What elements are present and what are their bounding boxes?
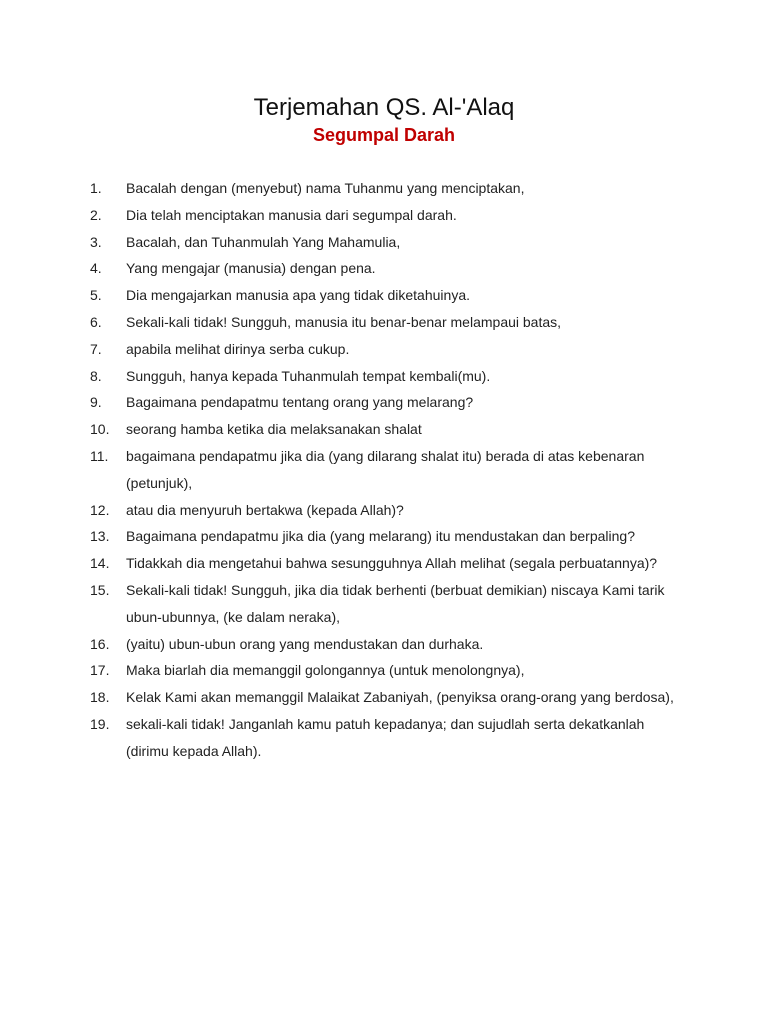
verse-item xyxy=(90,684,690,711)
verse-item xyxy=(90,711,690,765)
verse-text: bagaimana pendapatmu jika dia (yang dilarang shalat itu) berada di atas kebenaran (petunjuk), xyxy=(126,447,645,491)
verse-text: Yang mengajar (manusia) dengan pena. xyxy=(126,260,376,277)
verse-item xyxy=(90,309,690,336)
verse-item xyxy=(90,282,690,309)
verse-number: 16. xyxy=(90,635,110,652)
verse-item xyxy=(90,202,690,229)
verse-item xyxy=(90,389,690,416)
verse-number: 12. xyxy=(90,501,110,518)
verse-item xyxy=(90,550,690,577)
verse-text: Sungguh, hanya kepada Tuhanmulah tempat kembali(mu). xyxy=(126,367,491,384)
verse-text: Tidakkah dia mengetahui bahwa sesungguhnya Allah melihat (segala perbuatannya)? xyxy=(126,555,658,572)
verse-item xyxy=(90,255,690,282)
verse-list xyxy=(90,175,690,765)
verse-text: atau dia menyuruh bertakwa (kepada Allah)? xyxy=(126,501,404,518)
verse-number: 11. xyxy=(90,447,109,464)
verse-item xyxy=(90,523,690,550)
verse-number: 4. xyxy=(90,260,102,277)
verse-number: 9. xyxy=(90,394,102,411)
verse-item xyxy=(90,443,690,497)
verse-text: Kelak Kami akan memanggil Malaikat Zabaniyah, (penyiksa orang-orang yang berdosa), xyxy=(126,689,674,706)
verse-item xyxy=(90,229,690,256)
verse-text: (yaitu) ubun-ubun orang yang mendustakan dan durhaka. xyxy=(126,635,484,652)
verse-number: 13. xyxy=(90,528,110,545)
verse-text: Dia telah menciptakan manusia dari segumpal darah. xyxy=(126,206,457,223)
verse-item xyxy=(90,631,690,658)
verse-text: Bacalah, dan Tuhanmulah Yang Mahamulia, xyxy=(126,233,401,250)
verse-text: Sekali-kali tidak! Sungguh, jika dia tidak berhenti (berbuat demikian) niscaya Kami tarik ubun-ubunnya, (ke dalam neraka), xyxy=(126,581,665,625)
verse-text: Bagaimana pendapatmu tentang orang yang melarang? xyxy=(126,394,474,411)
verse-number: 6. xyxy=(90,313,102,330)
verse-item xyxy=(90,577,690,631)
verse-number: 10. xyxy=(90,421,110,438)
verse-text: apabila melihat dirinya serba cukup. xyxy=(126,340,350,357)
verse-text: seorang hamba ketika dia melaksanakan shalat xyxy=(126,421,422,438)
verse-item xyxy=(90,497,690,524)
verse-number: 15. xyxy=(90,581,110,598)
verse-number: 17. xyxy=(90,662,110,679)
verse-number: 18. xyxy=(90,689,110,706)
verse-number: 14. xyxy=(90,555,110,572)
page-title: Terjemahan QS. Al-'Alaq xyxy=(253,94,515,121)
verse-number: 2. xyxy=(90,206,102,223)
verse-item xyxy=(90,336,690,363)
verse-number: 8. xyxy=(90,367,102,384)
verse-item xyxy=(90,363,690,390)
verse-number: 5. xyxy=(90,287,102,304)
verse-number: 7. xyxy=(90,340,102,357)
verse-number: 19. xyxy=(90,715,110,732)
verse-text: sekali-kali tidak! Janganlah kamu patuh kepadanya; dan sujudlah serta dekatkanlah (dirimu kepada Allah). xyxy=(126,715,645,759)
verse-item xyxy=(90,657,690,684)
verse-item xyxy=(90,416,690,443)
verse-text: Bacalah dengan (menyebut) nama Tuhanmu yang menciptakan, xyxy=(126,180,525,196)
verse-number: 3. xyxy=(90,233,102,250)
verse-item xyxy=(90,175,690,202)
verse-text: Dia mengajarkan manusia apa yang tidak diketahuinya. xyxy=(126,287,470,304)
verse-text: Sekali-kali tidak! Sungguh, manusia itu benar-benar melampaui batas, xyxy=(126,313,562,330)
verse-text: Maka biarlah dia memanggil golongannya (untuk menolongnya), xyxy=(126,662,525,679)
page-subtitle: Segumpal Darah xyxy=(312,125,456,145)
verse-number: 1. xyxy=(90,180,102,196)
verse-text: Bagaimana pendapatmu jika dia (yang melarang) itu mendustakan dan berpaling? xyxy=(126,528,635,545)
